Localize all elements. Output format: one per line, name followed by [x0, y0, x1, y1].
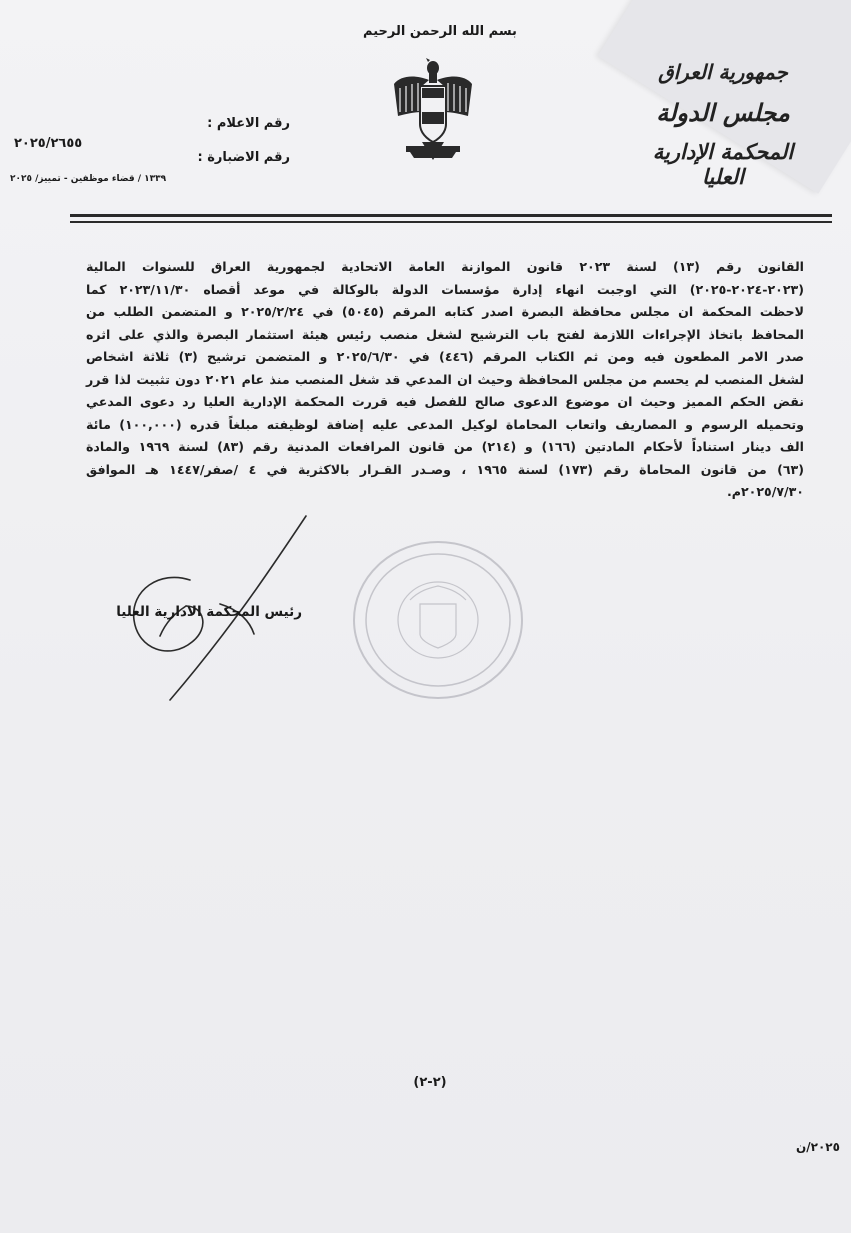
body-line: صدر الامر المطعون فيه ومن ثم الكتاب المرقم (٤٤٦) في ٢٠٢٥/٦/٣٠ و المتضمن ترشيح (٣) ثلاثة اشخاص: [86, 349, 804, 364]
body-line: وتحميله الرسوم و المصاريف واتعاب المحاماة لوكيل المدعى عليه إضافة لوظيفته مبلغاً قدره (١٠٠,٠٠٠) مائة: [86, 416, 804, 432]
org-line-court: المحكمة الإدارية العليا: [652, 139, 794, 189]
organization-header: [633, 60, 813, 189]
org-line-council: مجلس الدولة: [656, 98, 790, 127]
body-line: ٢٠٢٥/٧/٣٠م.: [726, 484, 804, 499]
footer-code: ٢٠٢٥/ن: [796, 1140, 840, 1154]
body-line: (٦٣) من قانون المحاماة رقم (١٧٣) لسنة ١٩٦٥ ، وصـدر القـرار بالاكثرية في ٤ /صفر/١٤٤٧ هـ الموافق: [86, 461, 804, 477]
file-number-label: رقم الاضبارة :: [197, 150, 290, 165]
file-number-value: ١٣٣٩ / قضاء موظفين - تمييز/ ٢٠٢٥: [10, 174, 167, 184]
body-line: لشغل المنصب لم يحسم من مجلس المحافظة وحيث ان المدعي قد شغل المنصب منذ عام ٢٠٢١ دون تثبيت لذا قرر: [86, 371, 804, 387]
body-line: المحافظ باتخاذ الإجراءات اللازمة لفتح باب الترشيح لشغل منصب رئيس هيئة استثمار البصرة والذي على اثره: [86, 326, 804, 342]
header-divider-thick: [70, 214, 832, 217]
court-president-title: رئيس المحكمة الادارية العليا: [116, 604, 302, 620]
body-line: لاحظت المحكمة ان مجلس محافظة البصرة اصدر كتابه المرقم (٥٠٤٥) في ٢٠٢٥/٢/٢٤ و المتضمن الطلب من: [86, 304, 804, 319]
org-line-republic: جمهورية العراق: [658, 60, 788, 84]
body-line: (٢٠٢٣-٢٠٢٤-٢٠٢٥) التي اوجبت انهاء إدارة مؤسسات الدولة بالوكالة في موعد أقصاه ٢٠٢٣/١١/٣٠ كما: [86, 281, 804, 297]
body-line: نقض الحكم المميز وحيث ان موضوع الدعوى صالح للفصل فيه قررت المحكمة الإدارية العليا رد دعوى المدعي: [86, 394, 804, 409]
ilam-number-value: ٢٠٢٥/٢٦٥٥: [14, 136, 83, 151]
basmala: بسم الله الرحمن الرحيم: [363, 24, 517, 39]
page-number: (٢-٢): [413, 1075, 447, 1090]
ilam-number-label: رقم الاعلام :: [207, 116, 290, 131]
iraq-eagle-emblem: [392, 56, 474, 164]
court-stamp: [350, 538, 526, 702]
body-line: الف دينار استناداً لأحكام المادتين (١٦٦) و (٢١٤) من قانون المرافعات المدنية رقم (٨٣) لسنة ١٩٦٩ والمادة: [86, 439, 804, 454]
body-line: القانون رقم (١٣) لسنة ٢٠٢٣ قانون الموازنة العامة الاتحادية لجمهورية العراق للسنوات المالية: [86, 259, 804, 274]
decision-body: [86, 256, 804, 504]
header-divider-thin: [70, 221, 832, 223]
